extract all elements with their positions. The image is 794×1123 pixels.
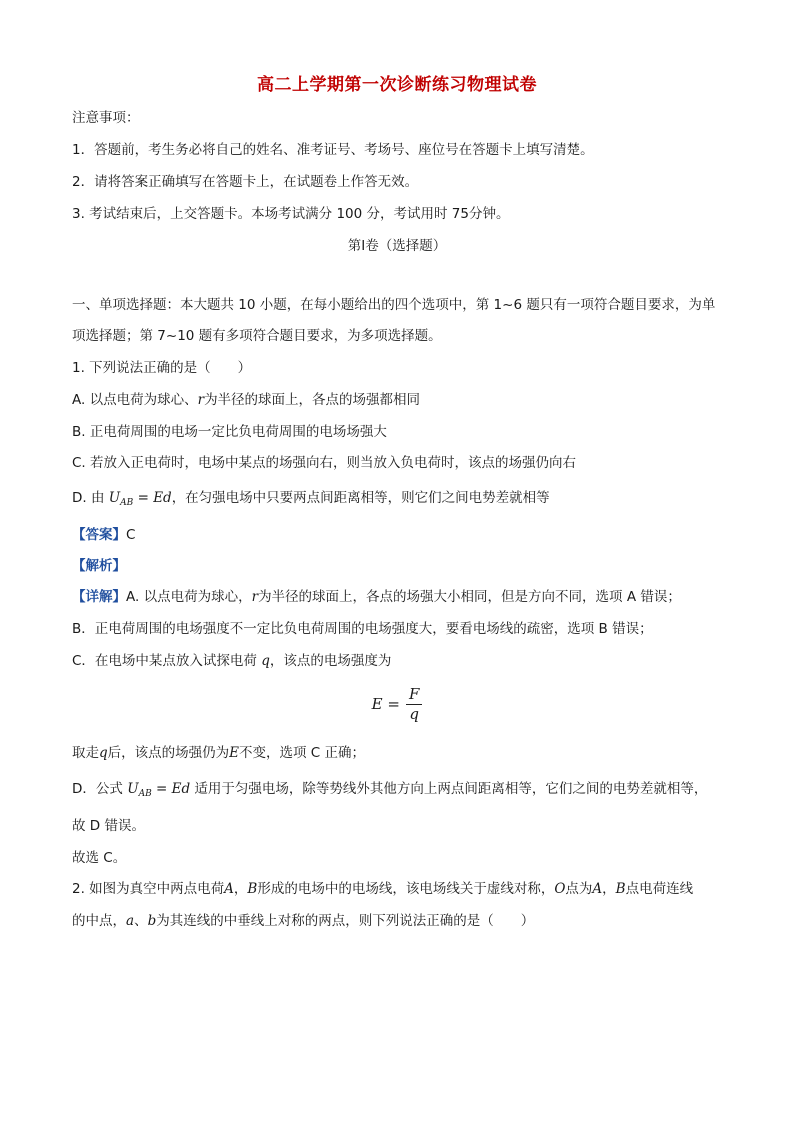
detail-label: 【详解】 <box>72 589 126 605</box>
exp-a-text-1: A. 以点电荷为球心， <box>126 589 252 605</box>
math-q: q <box>261 653 270 669</box>
math-q: q <box>99 745 108 761</box>
math-b-lower: b <box>147 913 157 929</box>
q2-text-6: 为其连线的中垂线上对称的两点，则下列说法正确的是（ ） <box>156 913 535 929</box>
math-o: O <box>554 881 566 897</box>
q1-explanation-d <box>72 779 707 804</box>
math-b-upper: B <box>615 881 626 897</box>
formula-e-lhs: E = <box>371 695 400 713</box>
analysis-label: 【解析】 <box>72 558 126 574</box>
q1-explanation-a <box>72 587 681 607</box>
exp-d-text-2: 适用于匀强电场，除等势线外其他方向上两点间距离相等，它们之间的电势差就相等， <box>194 781 708 797</box>
formula-uab-ed <box>127 781 190 797</box>
math-e: E <box>229 745 240 761</box>
formula-numerator: F <box>406 686 422 705</box>
q1-explanation-b: B．正电荷周围的电场强度不一定比负电荷周围的电场强度大，要看电场线的疏密，选项 B 错误； <box>72 621 653 637</box>
formula-u: U <box>108 490 121 506</box>
exp-c-text-2: ，该点的电场强度为 <box>269 653 392 669</box>
answer-label: 【答案】 <box>72 527 126 543</box>
exam-title: 高二上学期第一次诊断练习物理试卷 <box>257 75 537 95</box>
q2-text-3: 点为 <box>565 881 593 897</box>
q2-comma: ， <box>233 881 248 897</box>
q1-option-a-text-1: A. 以点电荷为球心、 <box>72 392 198 408</box>
section-title: 第Ⅰ卷（选择题） <box>347 238 447 254</box>
formula-denominator: q <box>409 704 419 723</box>
q1-conclusion: 故选 C。 <box>72 850 127 866</box>
q1-analysis-label <box>72 556 126 576</box>
q2-stem-line2 <box>72 911 534 931</box>
formula-ab-subscript: AB <box>120 498 134 508</box>
formula-ed: = Ed <box>133 490 172 506</box>
q2-text-2: 形成的电场中的电场线，该电场线关于虚线对称， <box>257 881 555 897</box>
q1-stem: 1. 下列说法正确的是（ ） <box>72 360 252 376</box>
formula-uab-ed <box>109 490 172 506</box>
q1-option-c: C. 若放入正电荷时，电场中某点的场强向右，则当放入负电荷时，该点的场强仍向右 <box>72 455 577 471</box>
formula-e-equals-f-over-q <box>0 680 794 728</box>
formula-ab-subscript: AB <box>138 789 152 799</box>
q1-option-a <box>72 390 420 410</box>
q1-option-d-text-1: D. 由 <box>72 490 105 506</box>
exp-c3-text-1: 取走 <box>72 745 99 761</box>
q2-text-5: 的中点， <box>72 913 126 929</box>
math-r: r <box>251 589 259 605</box>
notice-item-3: 3. 考试结束后，上交答题卡。本场考试满分 100 分，考试用时 75分钟。 <box>72 206 510 222</box>
q1-explanation-d2: 故 D 错误。 <box>72 818 145 834</box>
q1-explanation-c <box>72 651 391 671</box>
q1-option-d-text-2: ，在匀强电场中只要两点间距离相等，则它们之间电势差就相等 <box>171 490 550 506</box>
q1-option-a-text-2: 为半径的球面上，各点的场强都相同 <box>204 392 421 408</box>
q1-answer <box>72 525 135 545</box>
q2-stem-line1 <box>72 879 693 899</box>
notice-item-2: 2．请将答案正确填写在答题卡上，在试题卷上作答无效。 <box>72 174 419 190</box>
math-b-upper: B <box>247 881 258 897</box>
q2-text-1: 2. 如图为真空中两点电荷 <box>72 881 225 897</box>
math-r: r <box>197 392 205 408</box>
q2-separator: 、 <box>134 913 148 929</box>
q1-explanation-c2 <box>72 743 365 763</box>
q2-comma: ， <box>602 881 616 897</box>
q2-text-4: 点电荷连线 <box>625 881 694 897</box>
exp-c-text-1: C．在电场中某点放入试探电荷 <box>72 653 257 669</box>
math-a-lower: a <box>126 913 135 929</box>
part1-instructions-line1: 一、单项选择题：本大题共 10 小题，在每小题给出的四个选项中，第 1~6 题只有一项符合题目要求，为单 <box>72 297 716 313</box>
notice-item-1: 1．答题前，考生务必将自己的姓名、准考证号、考场号、座位号在答题卡上填写清楚。 <box>72 142 594 158</box>
math-a-upper: A <box>224 881 234 897</box>
q1-option-b: B. 正电荷周围的电场一定比负电荷周围的电场场强大 <box>72 424 387 440</box>
exp-d-text-1: D．公式 <box>72 781 123 797</box>
q1-option-d <box>72 488 550 513</box>
math-a-upper: A <box>592 881 603 897</box>
part1-instructions-line2: 项选择题；第 7~10 题有多项符合题目要求，为多项选择题。 <box>72 328 442 344</box>
formula-u: U <box>127 781 139 797</box>
exp-a-text-2: 为半径的球面上，各点的场强大小相同，但是方向不同，选项 A 错误； <box>258 589 681 605</box>
exp-c3-text-3: 不变，选项 C 正确； <box>239 745 366 761</box>
answer-value: C <box>126 527 136 543</box>
formula-ed: = Ed <box>151 781 191 797</box>
exp-c3-text-2: 后，该点的场强仍为 <box>107 745 230 761</box>
formula-fraction <box>406 686 422 723</box>
notice-heading: 注意事项： <box>72 110 140 126</box>
